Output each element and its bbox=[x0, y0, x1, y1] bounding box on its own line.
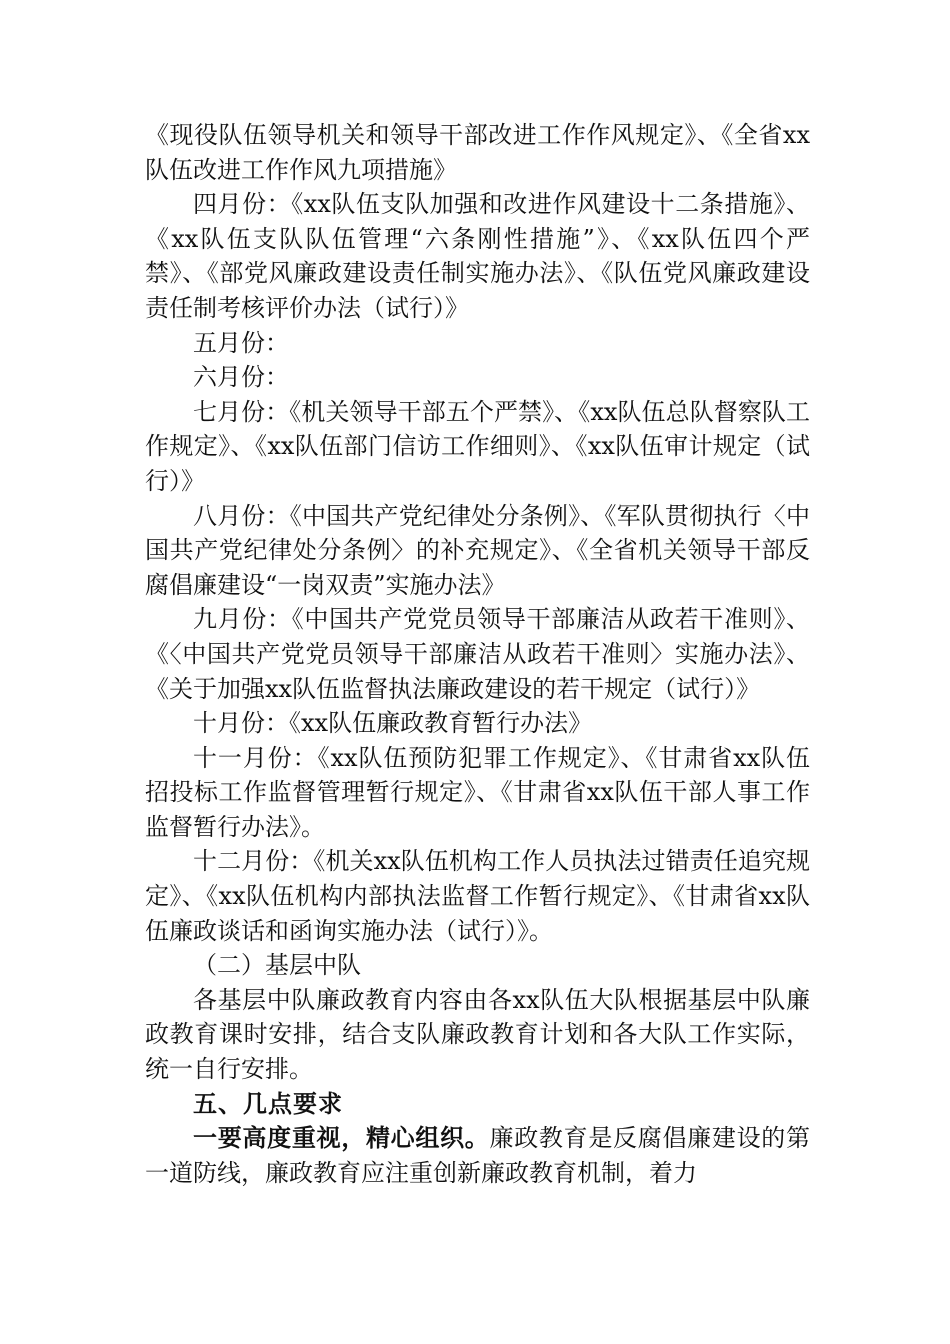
paragraph: 七月份：《机关领导干部五个严禁》、《xx队伍总队督察队工作规定》、《xx队伍部门信访工作细则》、《xx队伍审计规定（试行）》 bbox=[145, 397, 810, 495]
paragraph: 八月份：《中国共产党纪律处分条例》、《军队贯彻执行〈中国共产党纪律处分条例〉的补充规定》、《全省机关领导干部反腐倡廉建设“一岗双责”实施办法》 bbox=[145, 501, 810, 599]
paragraph: 十二月份：《机关xx队伍机构工作人员执法过错责任追究规定》、《xx队伍机构内部执法监督工作暂行规定》、《甘肃省xx队伍廉政谈话和函询实施办法（试行）》。 bbox=[145, 847, 810, 945]
paragraph: 各基层中队廉政教育内容由各xx队伍大队根据基层中队廉政教育课时安排，结合支队廉政教育计划和各大队工作实际，统一自行安排。 bbox=[145, 985, 810, 1084]
paragraph: 《现役队伍领导机关和领导干部改进工作作风规定》、《全省xx队伍改进工作作风九项措施》 bbox=[145, 121, 810, 184]
paragraph: 九月份：《中国共产党党员领导干部廉洁从政若干准则》、《〈中国共产党党员领导干部廉洁从政若干准则〉实施办法》、《关于加强xx队伍监督执法廉政建设的若干规定（试行）》 bbox=[145, 605, 810, 703]
paragraph: 四月份：《xx队伍支队加强和改进作风建设十二条措施》、《xx队伍支队队伍管理“六条刚性措施”》、《xx队伍四个严禁》、《部党风廉政建设责任制实施办法》、《队伍党风廉政建设责任制考核评价办法（试行）》 bbox=[145, 190, 810, 322]
paragraph: 五月份： bbox=[193, 328, 289, 357]
subsection-heading: （二）基层中队 bbox=[193, 951, 361, 980]
paragraph-lead-bold: 一要高度重视，精心组织。 bbox=[193, 1124, 490, 1153]
paragraph bbox=[145, 1121, 810, 1190]
document-body bbox=[145, 118, 810, 1190]
paragraph-text: 廉政教育是反腐倡廉建设的第一道防线，廉政教育应注重创新廉政教育机制，着力 bbox=[145, 1124, 810, 1187]
paragraph: 十月份：《xx队伍廉政教育暂行办法》 bbox=[193, 709, 593, 738]
paragraph: 六月份： bbox=[193, 363, 289, 392]
section-heading: 五、几点要求 bbox=[193, 1089, 343, 1118]
paragraph: 十一月份：《xx队伍预防犯罪工作规定》、《甘肃省xx队伍招投标工作监督管理暂行规定》、《甘肃省xx队伍干部人事工作监督暂行办法》。 bbox=[145, 743, 810, 841]
